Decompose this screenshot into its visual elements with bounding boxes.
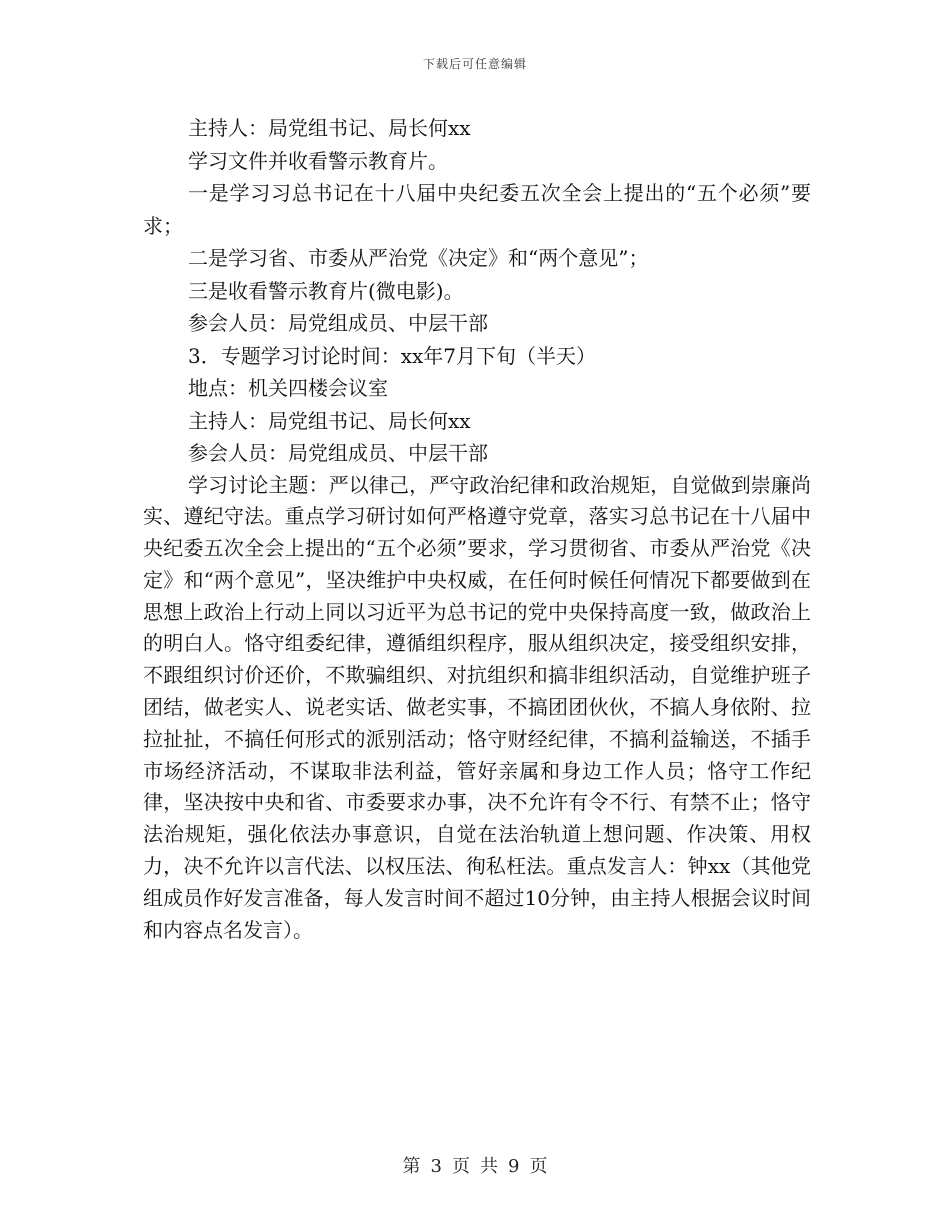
footer-label-gong: 共: [480, 1156, 498, 1177]
paragraph-item-two: 二是学习省、市委从严治党《决定》和“两个意见”；: [188, 246, 649, 270]
paragraph-host-2: 主持人：局党组书记、局长何xx: [188, 408, 471, 433]
footer-label-ye2: 页: [529, 1156, 548, 1177]
footer-label-di: 第: [402, 1156, 421, 1177]
paragraph-attendees-1: 参会人员：局党组成员、中层干部: [188, 311, 488, 335]
footer-current-page: 3: [430, 1156, 442, 1177]
page-number-footer: [0, 1152, 950, 1178]
paragraph-item-three: 三是收看警示教育片(微电影)。: [188, 278, 464, 303]
page-header-note: 下载后可任意编辑: [422, 57, 527, 71]
paragraph-study-files: 学习文件并收看警示教育片。: [188, 148, 448, 173]
paragraph-host-1: 主持人：局党组书记、局长何xx: [188, 116, 471, 140]
footer-total-pages: 9: [508, 1156, 520, 1177]
paragraph-attendees-2: 参会人员：局党组成员、中层干部: [188, 441, 488, 465]
paragraph-discussion-time: 3．专题学习讨论时间：xx年7月下旬（半天）: [188, 343, 597, 368]
paragraph-discussion-theme: 学习讨论主题：严以律己，严守政治纪律和政治规矩，自觉做到崇廉尚实、遵纪守法。重点学习研讨如何严格遵守党章，落实习总书记在十八届中央纪委五次全会上提出的“五个必须”要求，学习贯彻省、市委从严治党《决定》和“两个意见”，坚决维护中央权威，在任何时候任何情况下都要做到在思想上政治上行动上同以习近平为总书记的党中央保持高度一致，做政治上的明白人。恪守组委纪律，遵循组织程序，服从组织决定，接受组织安排，不跟组织讨价还价，不欺骗组织、对抗组织和搞非组织活动，自觉维护班子团结，做老实人、说老实话、做老实事，不搞团团伙伙，不搞人身依附、拉拉扯扯，不搞任何形式的派别活动；恪守财经纪律，不搞利益输送，不插手市场经济活动，不谋取非法利益，管好亲属和身边工作人员；恪守工作纪律，坚决按中央和省、市委要求办事，决不允许有令不行、有禁不止；恪守法治规矩，强化依法办事意识，自觉在法治轨道上想问题、作决策、用权力，决不允许以言代法、以权压法、徇私枉法。重点发言人：钟xx（其他党组成员作好发言准备，每人发言时间不超过10分钟，由主持人根据会议时间和内容点名发言）。: [143, 472, 811, 942]
paragraph-location: 地点：机关四楼会议室: [188, 376, 388, 400]
paragraph-item-one: 一是学习习总书记在十八届中央纪委五次全会上提出的“五个必须”要求；: [143, 181, 811, 238]
footer-label-ye: 页: [452, 1156, 470, 1177]
document-body: [143, 112, 811, 946]
